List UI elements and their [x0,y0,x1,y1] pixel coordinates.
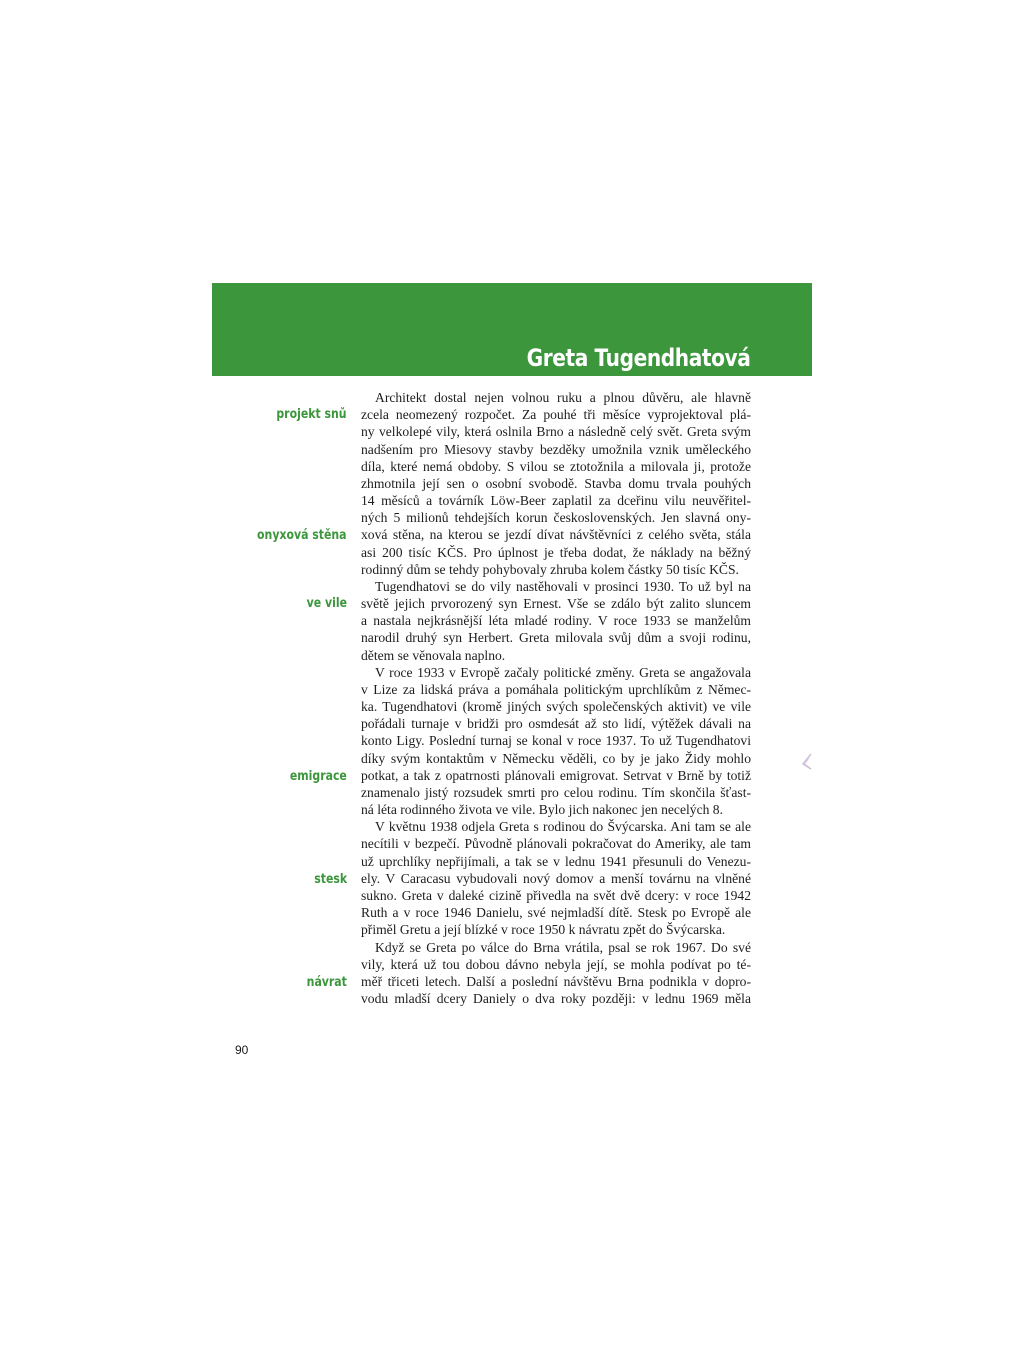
body-line: ely. V Caracasu vybudovali nový domov a menší továrnu na vlněné [361,870,751,886]
margin-note-onyxova-stena: onyxová stěna [257,528,347,543]
body-line: v Lize za lidská práva a pomáhala politickým uprchlíkům z Němec- [361,681,751,697]
body-line: nadšením pro Miesovy stavby bezděky umožnila vznik uměleckého [361,441,751,457]
body-text [361,389,751,1007]
margin-note-ve-vile: ve vile [306,596,347,611]
margin-note-navrat: návrat [306,975,347,990]
body-line: a nastala nejkrásnější léta mladé rodiny. V roce 1933 se manželům [361,613,751,629]
body-line: díla, které nemá obdoby. S vilou se ztotožnila a milovala ji, protože [361,458,751,474]
body-line: ka. Tugendhatovi (kromě jiných svých společenských aktivit) ve vile [361,699,751,715]
page-edge-mark [800,752,812,772]
body-line: ná léta rodinného života ve vile. Bylo jich nakonec jen necelých 8. [361,802,723,818]
chapter-header-band [212,283,812,376]
page-number: 90 [235,1043,249,1057]
margin-note-projekt-snu: projekt snů [276,407,347,422]
body-line: sukno. Greta v daleké cizině přivedla na svět dvě dcery: v roce 1942 [361,887,751,903]
body-line: Ruth a v roce 1946 Danielu, své nejmladší dítě. Stesk po Evropě ale [361,905,751,921]
body-line: měř třiceti letech. Další a poslední návštěvu Brna podnikla v dopro- [361,973,751,989]
body-line: světě jejich prvorozený syn Ernest. Vše se zdálo být zalito sluncem [361,596,751,612]
body-line: díky svým kontaktům v Německu věděli, co by je jako Židy mohlo [361,750,751,766]
body-line: zcela neomezený rozpočet. Za pouhé tři měsíce vyprojektoval plá- [361,407,751,423]
body-line: xová stěna, na kterou se jezdí dívat návštěvníci z celého světa, stála [361,527,751,543]
body-line: ny velkolepé vily, která oslnila Brno a následně celý svět. Greta svým [361,424,751,440]
body-line: Když se Greta po válce do Brna vrátila, psal se rok 1967. Do své [375,939,751,955]
body-line: vily, která už tou dobou dávno nebyla její, se mohla podívat po té- [361,956,751,972]
body-line: V roce 1933 v Evropě začaly politické změny. Greta se angažovala [375,664,751,680]
body-line: 14 měsíců a továrník Löw-Beer zaplatil za dceřinu vilu neuvěřitel- [361,493,751,509]
body-line: narodil druhý syn Herbert. Greta milovala svůj dům a svoji rodinu, [361,630,751,646]
body-line: asi 200 tisíc KČS. Pro úplnost je třeba dodat, že náklady na běžný [361,544,751,560]
body-line: V květnu 1938 odjela Greta s rodinou do Švýcarska. Ani tam se ale [375,819,751,835]
chapter-title: Greta Tugendhatová [526,344,750,372]
body-line: dětem se věnovala naplno. [361,647,506,663]
body-line: zhmotnila její sen o osobní svobodě. Stavba domu trvala pouhých [361,475,751,491]
body-line: znamenalo jistý rozsudek smrti pro celou rodinu. Tím skončila šťast- [361,784,751,800]
body-line: přiměl Gretu a její blízké v roce 1950 k návratu zpět do Švýcarska. [361,922,726,938]
body-line: vodu mladší dcery Daniely o dva roky později: v lednu 1969 měla [361,991,751,1007]
body-line: pořádali turnaje v bridži pro osmdesát až sto lidí, výtěžek dávali na [361,716,751,732]
body-line: už uprchlíky nepřijímali, a tak se v lednu 1941 přesunuli do Venezu- [361,853,751,869]
body-line: Tugendhatovi se do vily nastěhovali v prosinci 1930. To už byl na [375,578,751,594]
body-line: ných 5 milionů tehdejších korun československých. Jen slavná ony- [361,510,751,526]
margin-note-stesk: stesk [314,872,347,887]
body-line: konto Ligy. Poslední turnaj se konal v roce 1937. To už Tugendhatovi [361,733,751,749]
body-line: necítili v bezpečí. Původně plánovali pokračovat do Ameriky, ale tam [361,836,751,852]
body-line: rodinný dům se tehdy pohybovaly zhruba kolem částky 50 tisíc KČS. [361,561,739,577]
body-line: potkat, a tak z opatrnosti plánovali emigrovat. Setrvat v Brně by totiž [361,767,751,783]
body-line: Architekt dostal nejen volnou ruku a plnou důvěru, ale hlavně [375,390,751,405]
margin-note-emigrace: emigrace [290,769,347,784]
